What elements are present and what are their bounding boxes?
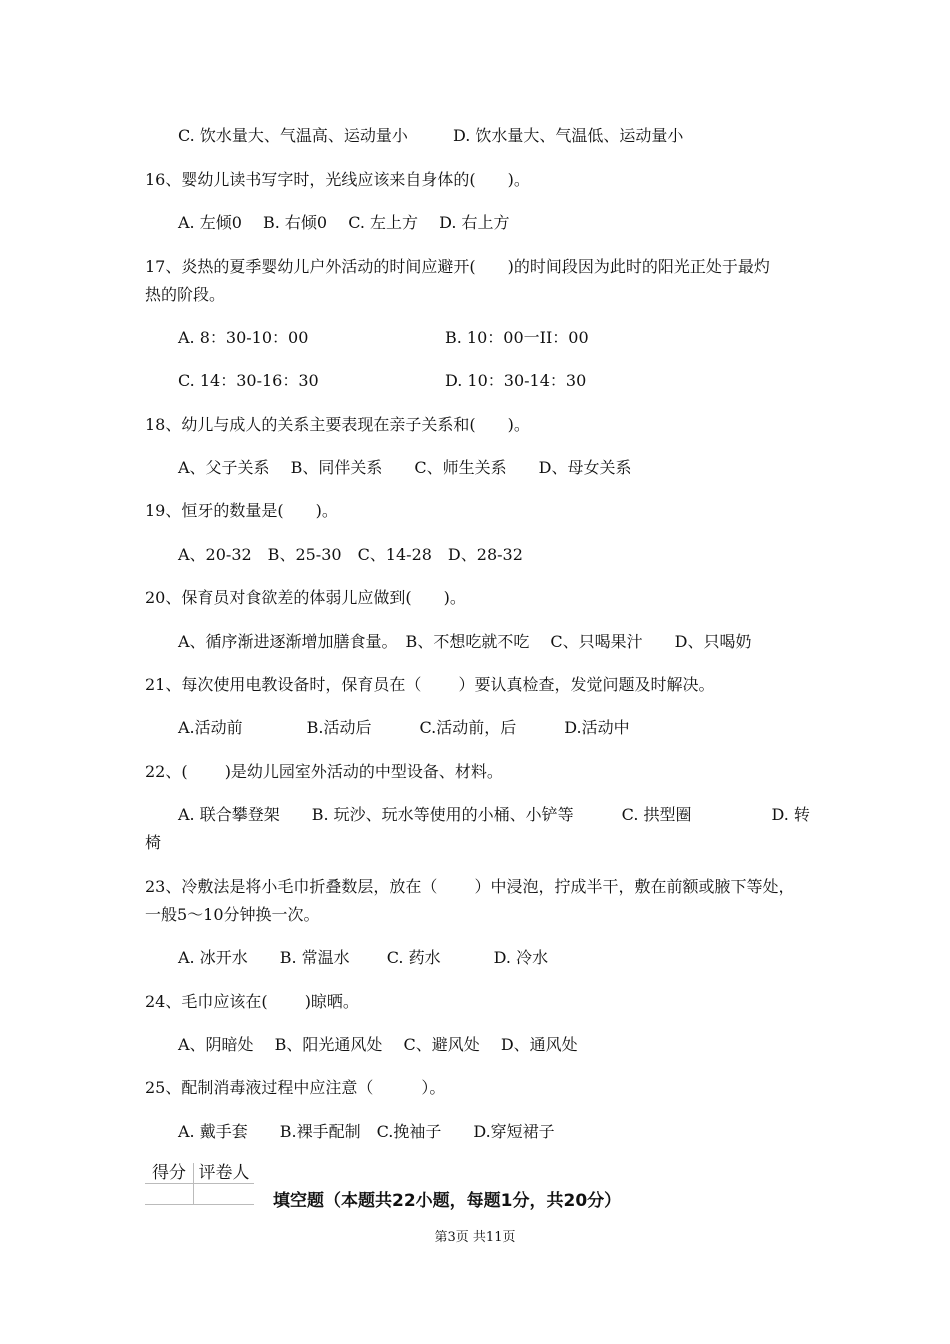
q16-text: 16、婴幼儿读书写字时，光线应该来自身体的( )。 bbox=[145, 170, 530, 189]
q22-text: 22、( )是幼儿园室外活动的中型设备、材料。 bbox=[145, 762, 503, 781]
q23-options: A. 冰开水 B. 常温水 C. 药水 D. 冷水 bbox=[178, 948, 549, 967]
q17-option-a: A. 8：30-10：00 bbox=[178, 328, 309, 347]
q17-text-line2: 热的阶段。 bbox=[145, 285, 226, 304]
q17-option-d: D. 10：30-14：30 bbox=[445, 371, 587, 390]
q25-options: A. 戴手套 B.裸手配制 C.挽袖子 D.穿短裙子 bbox=[178, 1122, 555, 1141]
q19-options: A、20-32 B、25-30 C、14-28 D、28-32 bbox=[178, 545, 523, 564]
q23-text-line1: 23、冷敷法是将小毛巾折叠数层，放在（ ）中浸泡，拧成半干，敷在前额或腋下等处， bbox=[145, 877, 795, 896]
q16-options: A. 左倾0 B. 右倾0 C. 左上方 D. 右上方 bbox=[178, 213, 510, 232]
q20-options: A、循序渐进逐渐增加膳食量。 B、不想吃就不吃 C、只喝果汁 D、只喝奶 bbox=[178, 632, 752, 651]
q18-options: A、父子关系 B、同伴关系 C、师生关系 D、母女关系 bbox=[178, 458, 632, 477]
q20-text: 20、保育员对食欲差的体弱儿应做到( )。 bbox=[145, 588, 466, 607]
score-cell bbox=[145, 1184, 194, 1205]
q17-text-line1: 17、炎热的夏季婴幼儿户外活动的时间应避开( )的时间段因为此时的阳光正处于最灼 bbox=[145, 257, 770, 276]
q25-text: 25、配制消毒液过程中应注意（ ）。 bbox=[145, 1078, 446, 1097]
q15-option-c: C. 饮水量大、气温高、运动量小 bbox=[178, 126, 408, 145]
q18-text: 18、幼儿与成人的关系主要表现在亲子关系和( )。 bbox=[145, 415, 530, 434]
q15-option-d: D. 饮水量大、气温低、运动量小 bbox=[453, 126, 684, 145]
reviewer-label: 评卷人 bbox=[194, 1163, 255, 1184]
q22-options-line1: A. 联合攀登架 B. 玩沙、玩水等使用的小桶、小铲等 C. 拱型圈 D. 转 bbox=[178, 805, 810, 824]
section-title: 填空题（本题共22小题，每题1分，共20分） bbox=[273, 1191, 622, 1211]
score-label: 得分 bbox=[145, 1163, 194, 1184]
q23-text-line2: 一般5～10分钟换一次。 bbox=[145, 905, 320, 924]
score-table bbox=[145, 1163, 254, 1205]
q24-options: A、阴暗处 B、阳光通风处 C、避风处 D、通风处 bbox=[178, 1035, 578, 1054]
q17-option-c: C. 14：30-16：30 bbox=[178, 371, 319, 390]
page-footer: 第3页 共11页 bbox=[434, 1230, 516, 1245]
q19-text: 19、恒牙的数量是( )。 bbox=[145, 501, 338, 520]
q17-option-b: B. 10：00一II：00 bbox=[445, 328, 589, 347]
q21-text: 21、每次使用电教设备时，保育员在（ ）要认真检查，发觉问题及时解决。 bbox=[145, 675, 715, 694]
q21-options: A.活动前 B.活动后 C.活动前，后 D.活动中 bbox=[178, 718, 630, 737]
reviewer-cell bbox=[194, 1184, 255, 1205]
q24-text: 24、毛巾应该在( )晾晒。 bbox=[145, 992, 359, 1011]
q22-options-line2: 椅 bbox=[145, 833, 162, 852]
